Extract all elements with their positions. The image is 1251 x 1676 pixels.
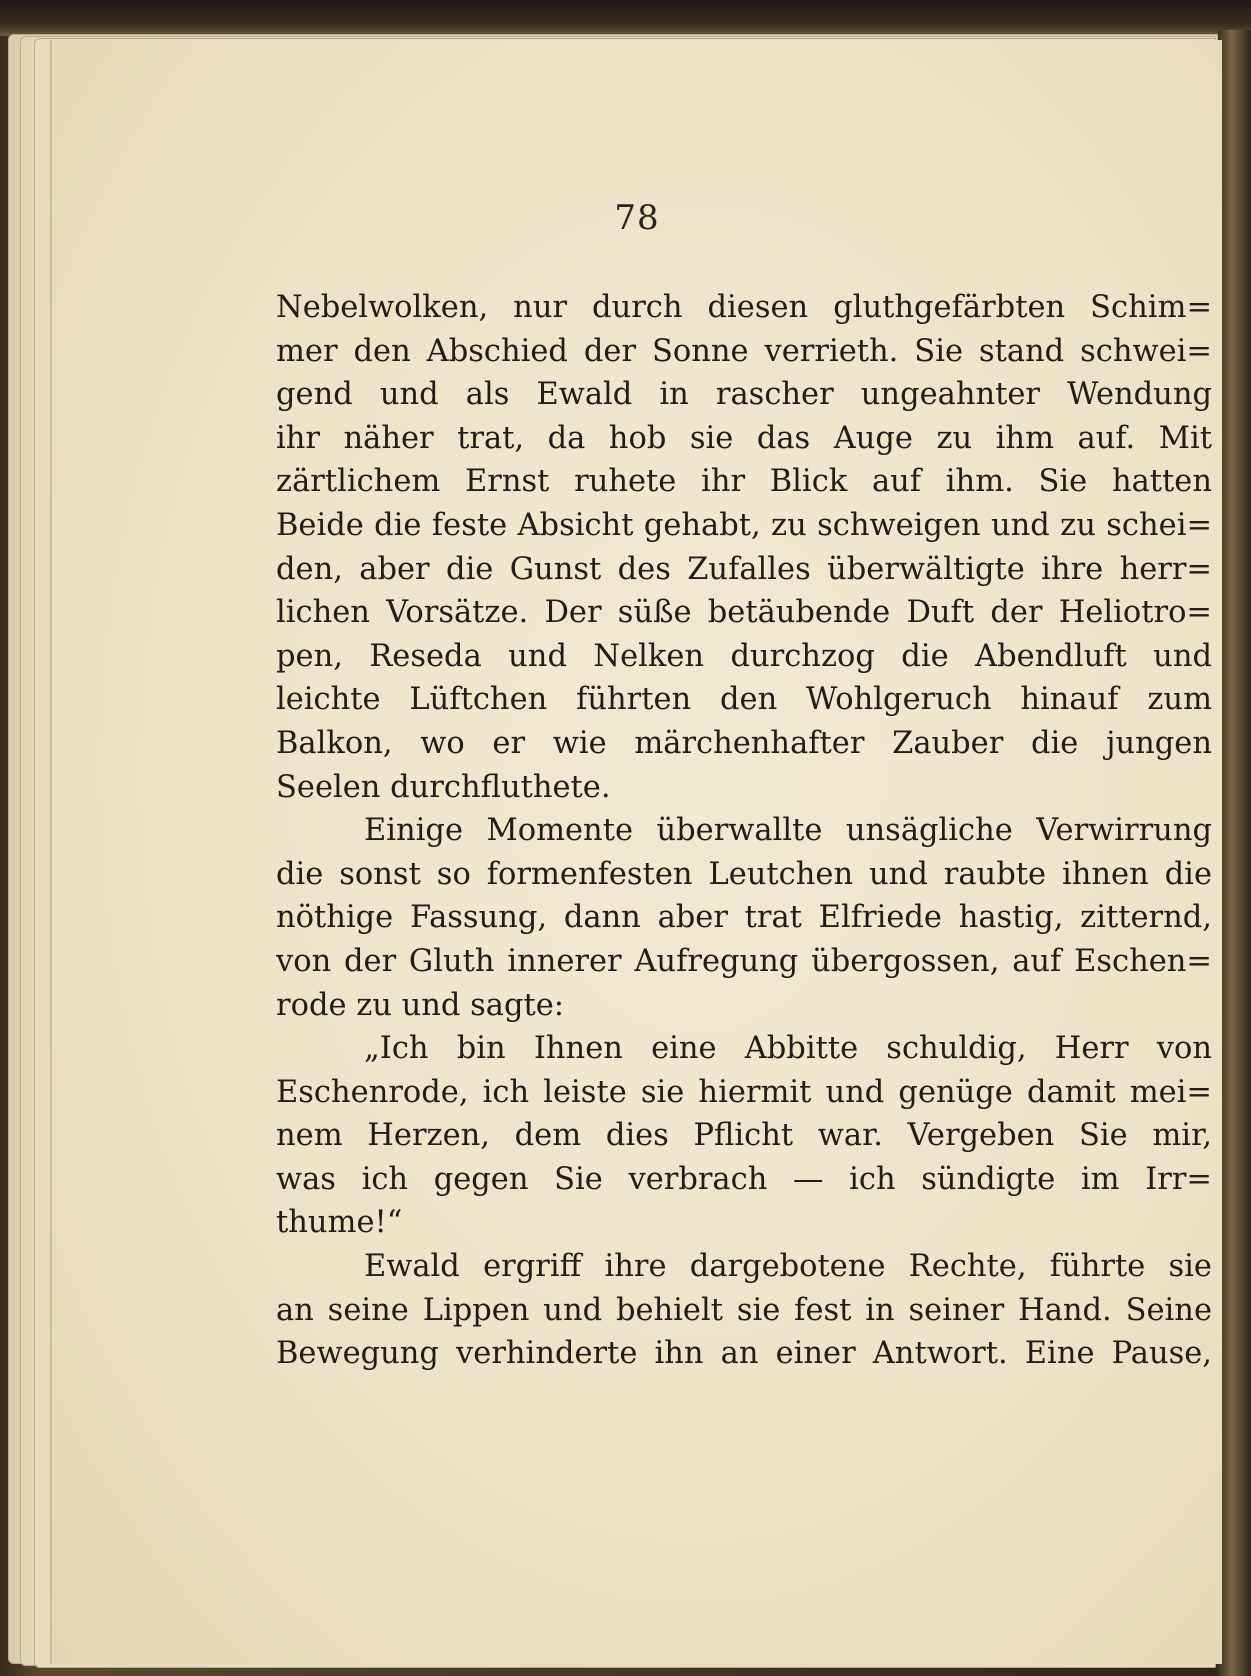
text-line: Nebelwolken, nur durch diesen gluthgefärbten Schim= — [276, 290, 1212, 325]
book-spine-edge — [1218, 30, 1251, 1676]
book-top-edge — [0, 0, 1251, 36]
text-line: nöthige Fassung, dann aber trat Elfriede hastig, zitternd, — [276, 900, 1212, 936]
text-line: was ich gegen Sie verbrach — ich sündigte im Irr= — [276, 1161, 1212, 1197]
text-line: mer den Abschied der Sonne verrieth. Sie stand schwei= — [276, 333, 1212, 369]
text-line: Bewegung verhinderte ihn an einer Antwort. Eine Pause, — [276, 1336, 1212, 1372]
text-line: die sonst so formenfesten Leutchen und raubte ihnen die — [276, 856, 1212, 892]
text-line: zärtlichem Ernst ruhete ihr Blick auf ihm. Sie hatten — [276, 464, 1212, 500]
text-line: lichen Vorsätze. Der süße betäubende Duft der Heliotro= — [276, 595, 1212, 631]
text-line: rode zu und sagte: — [276, 987, 565, 1023]
text-line: den, aber die Gunst des Zufalles überwältigte ihre herr= — [276, 551, 1212, 587]
text-line: Balkon, wo er wie märchenhafter Zauber die jungen — [276, 725, 1212, 761]
text-line: gend und als Ewald in rascher ungeahnter Wendung — [276, 377, 1212, 413]
text-line: Seelen durchfluthete. — [276, 769, 611, 805]
text-line: an seine Lippen und behielt sie fest in seiner Hand. Seine — [276, 1292, 1212, 1328]
text-line: „Ich bin Ihnen eine Abbitte schuldig, Herr von — [364, 1031, 1212, 1067]
text-line: thume!“ — [276, 1205, 403, 1241]
body-text — [276, 286, 1212, 1376]
book-page — [50, 40, 1222, 1664]
text-line: Einige Momente überwallte unsägliche Verwirrung — [364, 813, 1212, 849]
text-line: Eschenrode, ich leiste sie hiermit und genüge damit mei= — [276, 1074, 1212, 1110]
text-line: von der Gluth innerer Aufregung übergossen, auf Eschen= — [276, 943, 1212, 979]
text-line: nem Herzen, dem dies Pflicht war. Vergeben Sie mir, — [276, 1118, 1212, 1154]
text-line: leichte Lüftchen führten den Wohlgeruch hinauf zum — [276, 682, 1212, 718]
text-line: ihr näher trat, da hob sie das Auge zu ihm auf. Mit — [276, 420, 1212, 456]
text-line: Beide die feste Absicht gehabt, zu schweigen und zu schei= — [276, 507, 1212, 543]
text-line: pen, Reseda und Nelken durchzog die Abendluft und — [276, 638, 1212, 674]
page-number: 78 — [614, 198, 660, 238]
text-line: Ewald ergriff ihre dargebotene Rechte, führte sie — [364, 1249, 1212, 1285]
